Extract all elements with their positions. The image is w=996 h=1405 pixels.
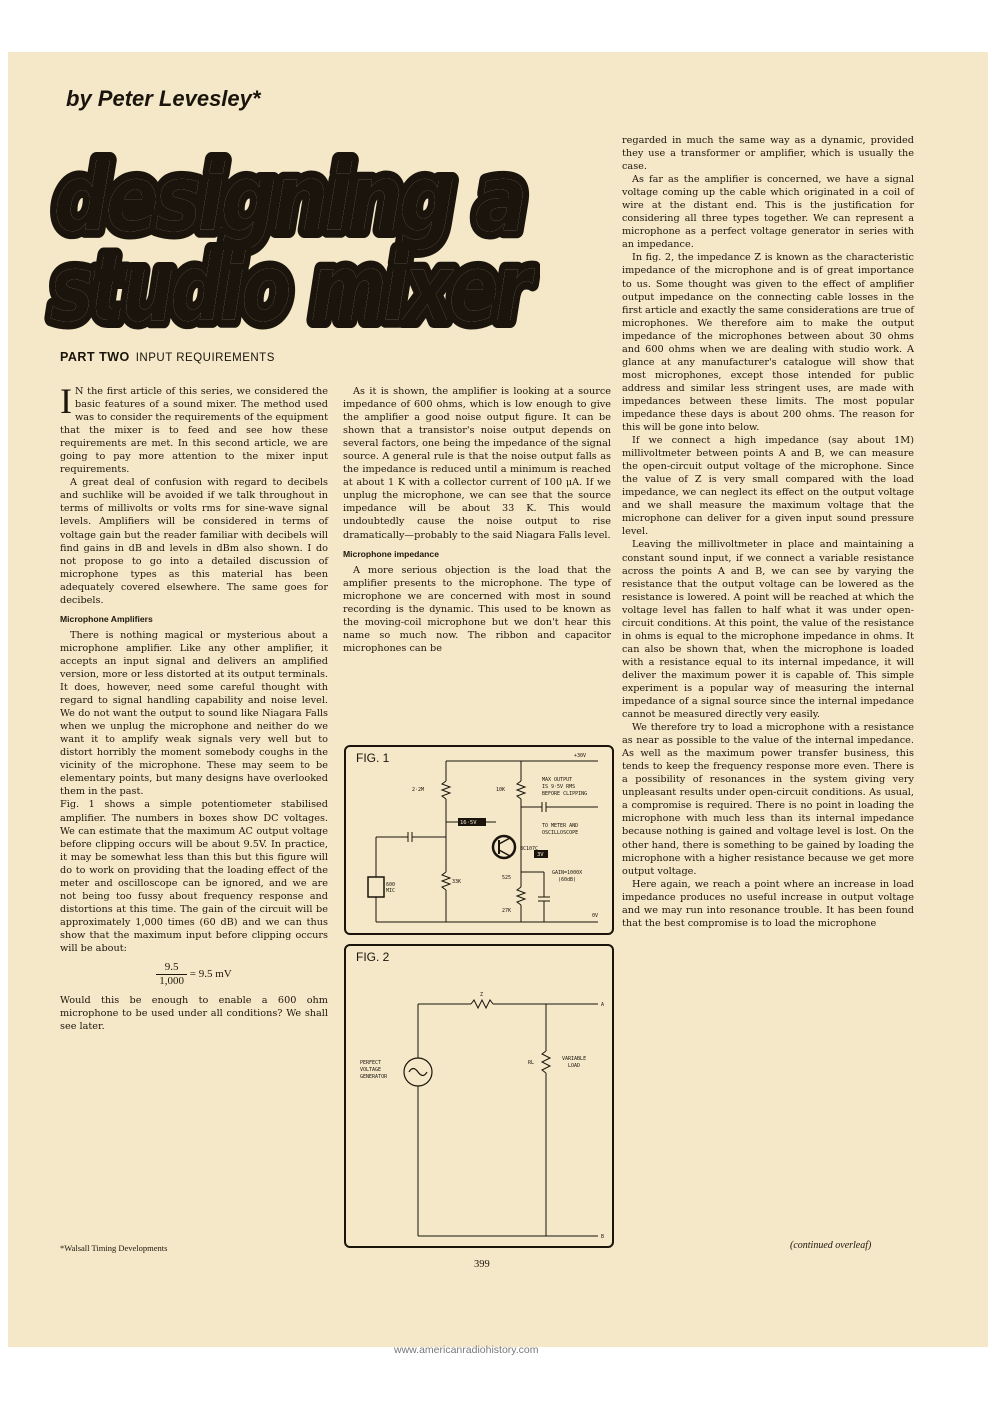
formula-denominator: 1,000 [159,975,185,988]
fig1-gain2: (60dB) [558,877,577,883]
fig1-ground: 0V [592,913,599,919]
fig1-meter1: TO METER AND [542,823,579,829]
fig1-r2: 10K [496,787,506,793]
fig1-supply: +30V [574,753,587,759]
fig2-gen3: GENERATOR [360,1074,388,1080]
title-line-2: studio mixer [50,235,536,340]
section-heading [60,350,275,364]
title-line-1-core: designing a [54,145,524,252]
fig1-dc2: 3V [537,852,544,858]
col3-paragraph-1: regarded in much the same way as a dynamic, provided they use a transformer or amplifier, which is usually the case. [622,135,914,173]
formula-result: = 9.5 mV [189,968,232,981]
figure-1-schematic [346,747,612,933]
figure-2-schematic [346,946,612,1246]
formula-numerator: 9.5 [156,961,187,975]
footnote: *Walsall Timing Developments [60,1243,168,1253]
col2-paragraph-2: A more serious objection is the load that the amplifier presents to the microphone. The type of microphone we are concerned with most in sound recording is the dynamic. This used to be known as the moving-coil microphone but we don't hear this name so much now. The ribbon and capacitor microphones can be [343,564,611,654]
col3-paragraph-6: We therefore try to load a microphone with a resistance as near as possible to the value of the internal impedance. As well as the maximum power transfer business, this tends to keep the frequency response more even. There is a possibility of resonances in the system giving very unpleasant results under open-circuit conditions. As usual, a compromise is required. There is no point in loading the microphone with much less than its internal impedance because nothing is gained and voltage level is lost. On the other hand, there is something to be gained by loading the microphone with a higher resistance because we get more output voltage. [622,722,914,877]
website-watermark[interactable]: www.americanradiohistory.com [394,1344,539,1356]
page-number: 399 [474,1259,490,1270]
col3-paragraph-7: Here again, we reach a point where an increase in load impedance produces no useful increase in output voltage and we may run into resonance trouble. It has been found that the best compromise is to load the microphone [622,878,914,929]
col1-paragraph-4: Fig. 1 shows a simple potentiometer stabilised amplifier. The numbers in boxes show DC voltages. We can estimate that the maximum AC output voltage before clipping occurs will be about 9.5V. In practice, it may be somewhat less than this but this figure will do to work on providing that the loading effect of the meter and oscilloscope can be ignored, and we are not being too fussy about frequency response and distortions at this time. The gain of the circuit will be approximately 1,000 times (60 dB) and we can thus show that the maximum input before clipping occurs will be about: [60,799,328,954]
fig2-gen1: PERFECT [360,1060,382,1066]
byline: by Peter Levesley* [66,86,261,111]
figure-2-label: FIG. 2 [356,950,390,964]
title-line-1-fill: designing a [54,145,524,252]
part-label: PART TWO [60,350,130,364]
col1-paragraph-2: A great deal of confusion with regard to decibels and suchlike will be avoided if we talk throughout in terms of millivolts or volts rms for sine-wave signal levels. Amplifiers will be considered in terms of voltage gain but the reader familiar with decibels will find gains in dB and levels in dBm also shown. I do not propose to go into a detailed discussion of microphone types as this material has been adequately covered elsewhere. The same goes for decibels. [60,477,328,606]
fig1-transistor: BC107C [520,846,539,852]
article-title [40,120,540,340]
col3-paragraph-5: Leaving the millivoltmeter in place and maintaining a constant sound input, if we connect a variable resistance across the points A and B, we can see by varying the resistance that the output voltage can be lowered as the resistance is lowered. A point will be reached at which the voltage level has fallen to half what it was under open-circuit conditions. At this point, the value of the resistance in ohms is equal to the microphone impedance in ohms. It can also be shown that, when the microphone is loaded with a resistance equal to its internal impedance, it will deliver the maximum power it is capable of. This simple experiment is a popular way of measuring the internal impedance of a signal source since the internal impedance cannot be measured directly very easily. [622,539,914,721]
fig2-z: Z [480,992,484,998]
fig2-gen2: VOLTAGE [360,1067,382,1073]
fig1-dc1: 16·5V [460,820,477,826]
figure-1 [344,745,614,935]
column-3 [622,134,914,930]
title-line-2-fill: studio mixer [50,235,536,340]
col3-paragraph-4: If we connect a high impedance (say about 1M) millivoltmeter between points A and B, we can measure the open-circuit output voltage of the microphone. Since the value of Z is very small compared with the load impedance, we can neglect its effect on the output voltage and we shall measure the maximum voltage that the microphone can deliver for a given input sound pressure level. [622,435,914,538]
fig1-out2: IS 9·5V RMS [542,784,576,790]
figure-1-label: FIG. 1 [356,751,390,765]
fig1-r4: 27K [502,908,512,914]
fig1-mic2: MIC [386,888,396,894]
col2-heading: Microphone impedance [343,548,439,559]
part-subtitle: INPUT REQUIREMENTS [135,352,275,364]
column-1 [60,381,328,1033]
col1-paragraph-1: I N the first article of this series, we considered the basic features of a sound mixer. The method used was to consider the requirements of the equipment that the mixer is to feed and see how these requirements are met. In this second article, we are going to pay more attention to the mixer input requirements. [60,381,328,476]
drop-cap: I [60,381,72,421]
column-2 [343,385,611,655]
title-line-2-core: studio mixer [50,235,536,340]
fig1-mic1: 600 [386,882,396,888]
fig1-gain1: GAIN=1000X [552,870,583,876]
formula [60,961,328,988]
continued-note: (continued overleaf) [790,1240,872,1251]
fig2-load1: VARIABLE [562,1056,587,1062]
col1-paragraph-3: There is nothing magical or mysterious about a microphone amplifier. Like any other amplifier, it accepts an input signal and delivers an amplified version, more or less distorted at its output terminals. It does, however, need some careful thought with regard to signal handling capability and noise level. We do not want the output to sound like Niagara Falls when we unplug the microphone and neither do we want it to amplify weak signals very well but to distort horribly the moment somebody coughs in the vicinity of the microphone. These may seem to be elementary points, but many designs have overlooked them in the past. [60,629,328,798]
figure-2 [344,944,614,1248]
col1-paragraph-5: Would this be enough to enable a 600 ohm microphone to be used under all conditions? We shall see later. [60,995,328,1033]
col3-paragraph-2: As far as the amplifier is concerned, we have a signal voltage coming up the cable which originated in a coil of wire at the distant end. This is the justification for considering all three types together. We can represent a microphone as a perfect voltage generator in series with an impedance. [622,174,914,251]
col3-paragraph-3: In fig. 2, the impedance Z is known as the characteristic impedance of the microphone and is of great importance to us. Some thought was given to the effect of amplifier output impedance on the connecting cable losses in the first article and exactly the same considerations are true of microphones. We therefore aim to make the output impedance of the microphones between about 30 ohms and 600 ohms when we are dealing with studio work. A glance at any manufacturer's catalogue will show that most microphones, except those intended for public address and similar less stringent uses, are made with impedances between these limits. The most popular impedance these days is about 200 ohms. The reason for this will be gone into below. [622,252,914,434]
title-line-1: designing a [54,145,524,252]
col2-paragraph-1: As it is shown, the amplifier is looking at a source impedance of 600 ohms, which is low enough to give the amplifier a good noise output figure. It can be shown that a transistor's noise output depends on several factors, one being the impedance of the signal source. A general rule is that the noise output falls as the impedance is reduced until a minimum is reached at about 1 K with a collector current of 100 μA. If we unplug the microphone, we can see that the source impedance will be about 33 K. This would undoubtedly cause the noise output to rise dramatically—probably to the said Niagara Falls level. [343,386,611,541]
fig1-r5: 525 [502,875,512,881]
fig1-r1: 2·2M [412,787,425,793]
fig2-b: B [601,1234,605,1240]
fig2-a: A [601,1002,605,1008]
fig1-r3: 33K [452,879,462,885]
fig2-rl: RL [528,1060,535,1066]
fig1-meter2: OSCILLOSCOPE [542,830,579,836]
fig2-load2: LOAD [568,1063,581,1069]
col1-heading: Microphone Amplifiers [60,613,153,624]
fig1-out1: MAX OUTPUT [542,777,573,783]
fig1-out3: BEFORE CLIPPING [542,791,588,797]
